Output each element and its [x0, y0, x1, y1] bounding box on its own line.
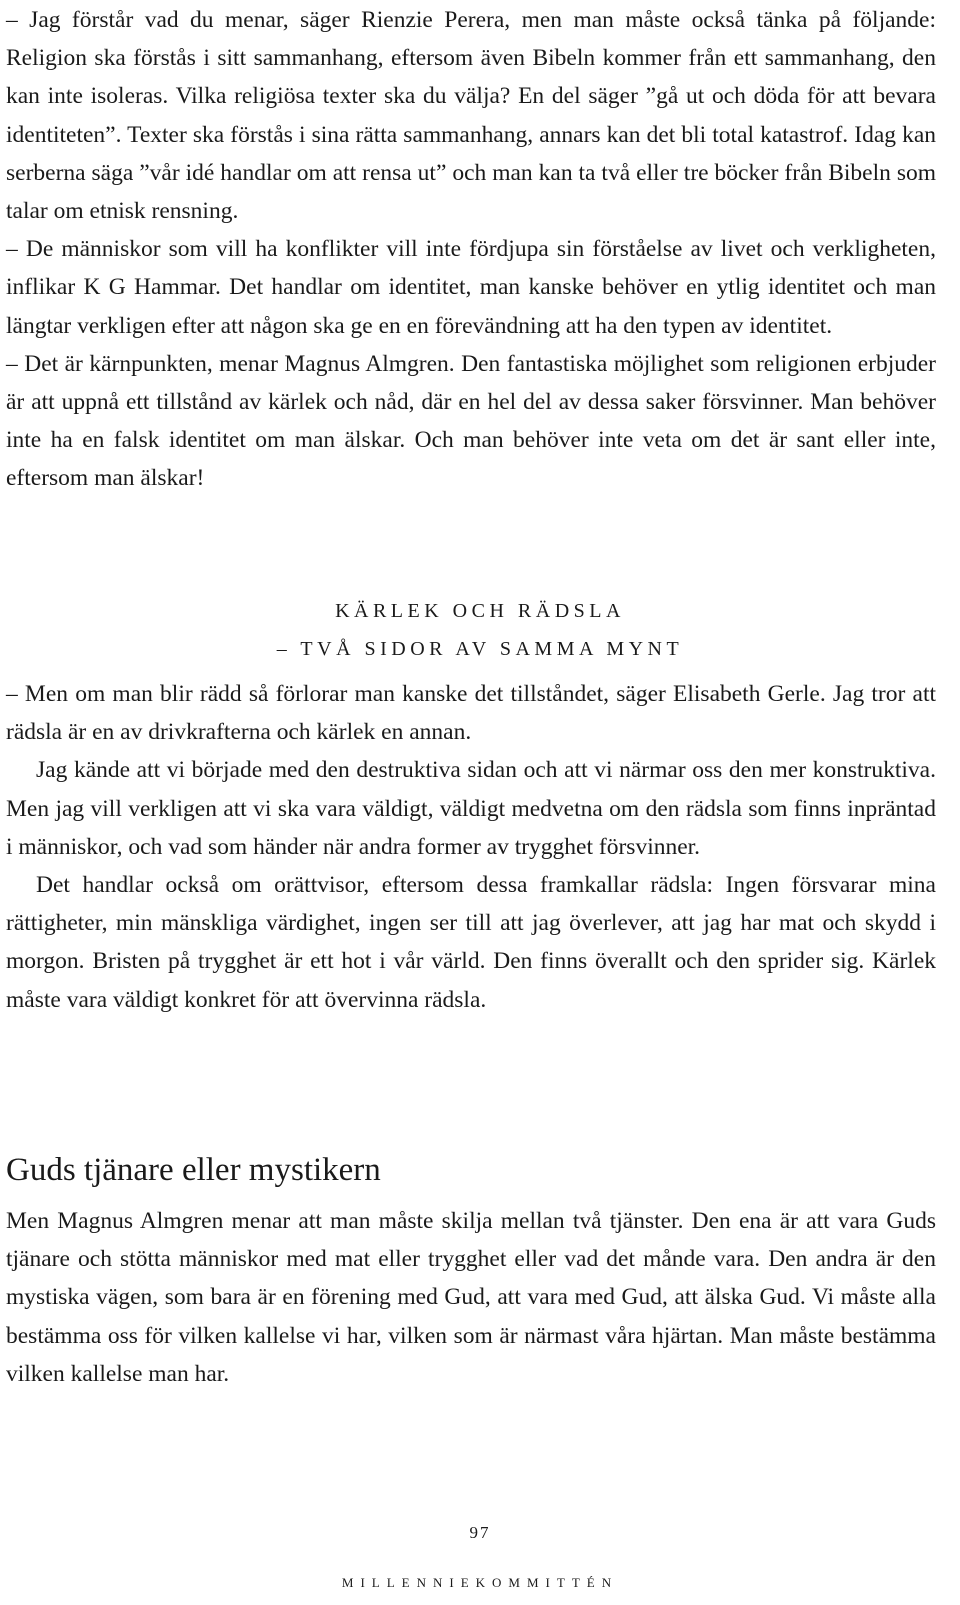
- paragraph: Men Magnus Almgren menar att man måste skilja mellan två tjänster. Den ena är att vara Guds tjänare och stötta människor med mat eller trygghet eller vad det månde vara. Den andra är den mystiska vägen, som bara är en förening med Gud, att vara med Gud, att älska Gud. Vi måste alla bestämma oss för vilken kallelse vi har, vilken som är närmast våra hjärtan. Man måste bestämma vilken kallelse man har.: [6, 1208, 936, 1387]
- section-heading-line-2: – TVÅ SIDOR AV SAMMA MYNT: [276, 638, 684, 660]
- section-heading: [0, 592, 960, 668]
- body-text-section-1: [6, 1, 936, 498]
- body-text-section-2: [6, 675, 936, 1019]
- paragraph: Jag kände att vi började med den destruktiva sidan och att vi närmar oss den mer konstruktiva. Men jag vill verkligen att vi ska vara väldigt, väldigt medvetna om den rädsla som finns inpräntad i människor, och vad som händer när andra former av trygghet försvinner.: [6, 757, 936, 860]
- paragraph: – De människor som vill ha konflikter vill inte fördjupa sin förståelse av livet och verkligheten, inflikar K G Hammar. Det handlar om identitet, man kanske behöver en ytlig identitet och man längtar verkligen efter att någon ska ge en en förevändning att ha den typen av identitet.: [6, 236, 936, 339]
- paragraph: – Det är kärnpunkten, menar Magnus Almgren. Den fantastiska möjlighet som religionen erbjuder är att uppnå ett tillstånd av kärlek och nåd, där en hel del av dessa saker försvinner. Man behöver inte ha en falsk identitet om man älskar. Och man behöver inte veta om det är sant eller inte, eftersom man älskar!: [6, 350, 936, 492]
- paragraph: – Jag förstår vad du menar, säger Rienzie Perera, men man måste också tänka på följande: Religion ska förstås i sitt sammanhang, eftersom även Bibeln kommer från ett sammanhang, den kan inte isoleras. Vilka religiösa texter ska du välja? En del säger ”gå ut och döda för att bevara identiteten”. Texter ska förstås i sina rätta sammanhang, annars kan det bli total katastrof. Idag kan serberna säga ”vår idé handlar om att rensa ut” och man kan ta två eller tre böcker från Bibeln som talar om etnisk rensning.: [6, 7, 936, 225]
- section-heading-line-1: KÄRLEK OCH RÄDSLA: [335, 600, 625, 622]
- paragraph: – Men om man blir rädd så förlorar man kanske det tillståndet, säger Elisabeth Gerle. Jag tror att rädsla är en av drivkrafterna och kärlek en annan.: [6, 681, 936, 746]
- subheading: Guds tjänare eller mystikern: [6, 1152, 381, 1188]
- page-number: 97: [469, 1523, 491, 1542]
- paragraph: Det handlar också om orättvisor, eftersom dessa framkallar rädsla: Ingen försvarar mina rättigheter, min mänskliga värdighet, ingen ser till att jag överlever, att jag har mat och skydd i morgon. Bristen på trygghet är ett hot i vår värld. Den finns överallt och den sprider sig. Kärlek måste vara väldigt konkret för att övervinna rädsla.: [6, 872, 936, 1013]
- running-footer-title: MILLENNIEKOMMITTÉN: [341, 1575, 619, 1590]
- body-text-section-3: [6, 1202, 936, 1393]
